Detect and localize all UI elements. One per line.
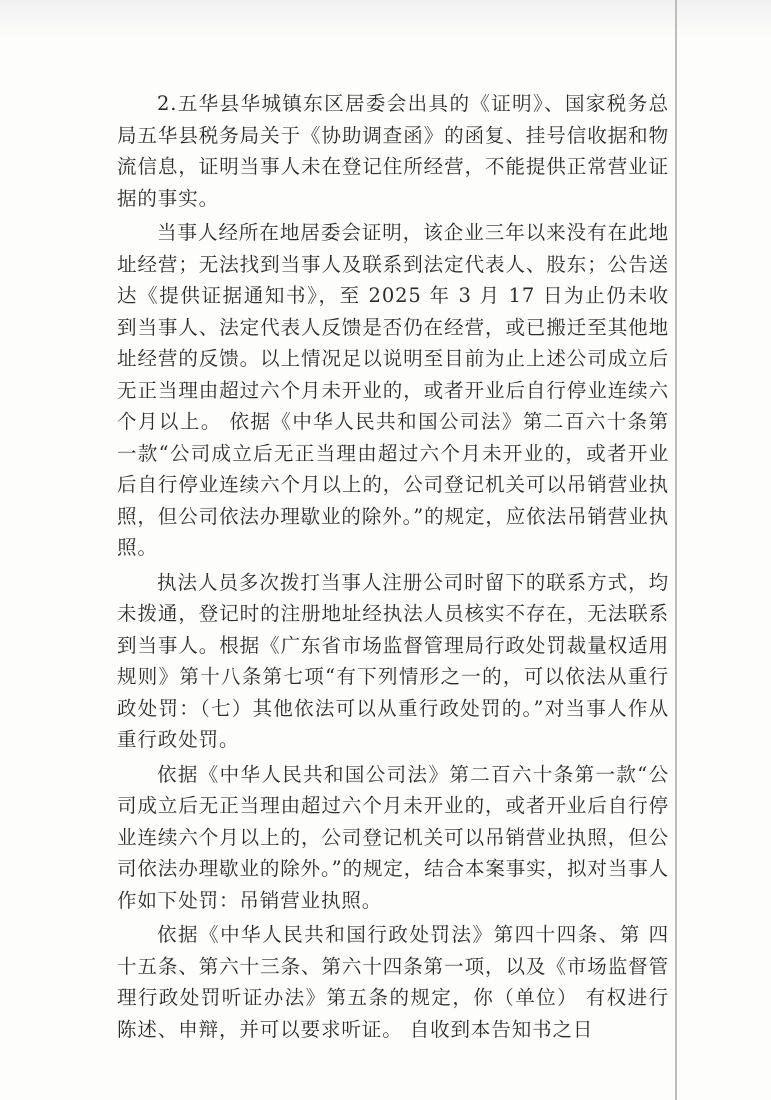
- paragraph-rights-notice: 依据《中华人民共和国行政处罚法》第四十四条、第 四十五条、第六十三条、第六十四条第一项，以及《市场监督管理行政处罚听证办法》第五条的规定，你（单位） 有权进行陈述、申辩，并可以要求听证。 自收到本告知书之日: [117, 923, 669, 1041]
- scan-edge-line: [675, 0, 677, 1100]
- paragraph-contact-attempts: 执法人员多次拨打当事人注册公司时留下的联系方式，均未拨通，登记时的注册地址经执法人员核实不存在，无法联系到当事人。根据《广东省市场监督管理局行政处罚裁量权适用规则》第十八条第七项“有下列情形之一的，可以依法从重行政处罚：（七）其他依法可以从重行政处罚的。”对当事人作从重行政处罚。: [117, 570, 669, 751]
- document-body: [117, 88, 669, 1045]
- paragraph-facts: 当事人经所在地居委会证明，该企业三年以来没有在此地址经营；无法找到当事人及联系到法定代表人、股东；公告送达《提供证据通知书》，至 2025 年 3 月 17 日为止仍未收到当事人、法定代表人反馈是否仍在经营，或已搬迁至其他地址经营的反馈。以上情况足以说明至目前为止上述公司成立后无正当理由超过六个月未开业的，或者开业后自行停业连续六个月以上。 依据《中华人民共和国公司法》第二百六十条第一款“公司成立后无正当理由超过六个月未开业的，或者开业后自行停业连续六个月以上的，公司登记机关可以吊销营业执照，但公司依法办理歇业的除外。”的规定，应依法吊销营业执照。: [117, 221, 669, 559]
- scan-shadow: [0, 0, 771, 40]
- paragraph-evidence: 2.五华县华城镇东区居委会出具的《证明》、国家税务总局五华县税务局关于《协助调查函》的函复、挂号信收据和物流信息，证明当事人未在登记住所经营，不能提供正常营业证据的事实。: [117, 92, 669, 210]
- paragraph-penalty-decision: 依据《中华人民共和国公司法》第二百六十条第一款“公司成立后无正当理由超过六个月未开业的，或者开业后自行停业连续六个月以上的，公司登记机关可以吊销营业执照，但公司依法办理歇业的除外。”的规定，结合本案事实，拟对当事人作如下处罚：吊销营业执照。: [117, 762, 669, 912]
